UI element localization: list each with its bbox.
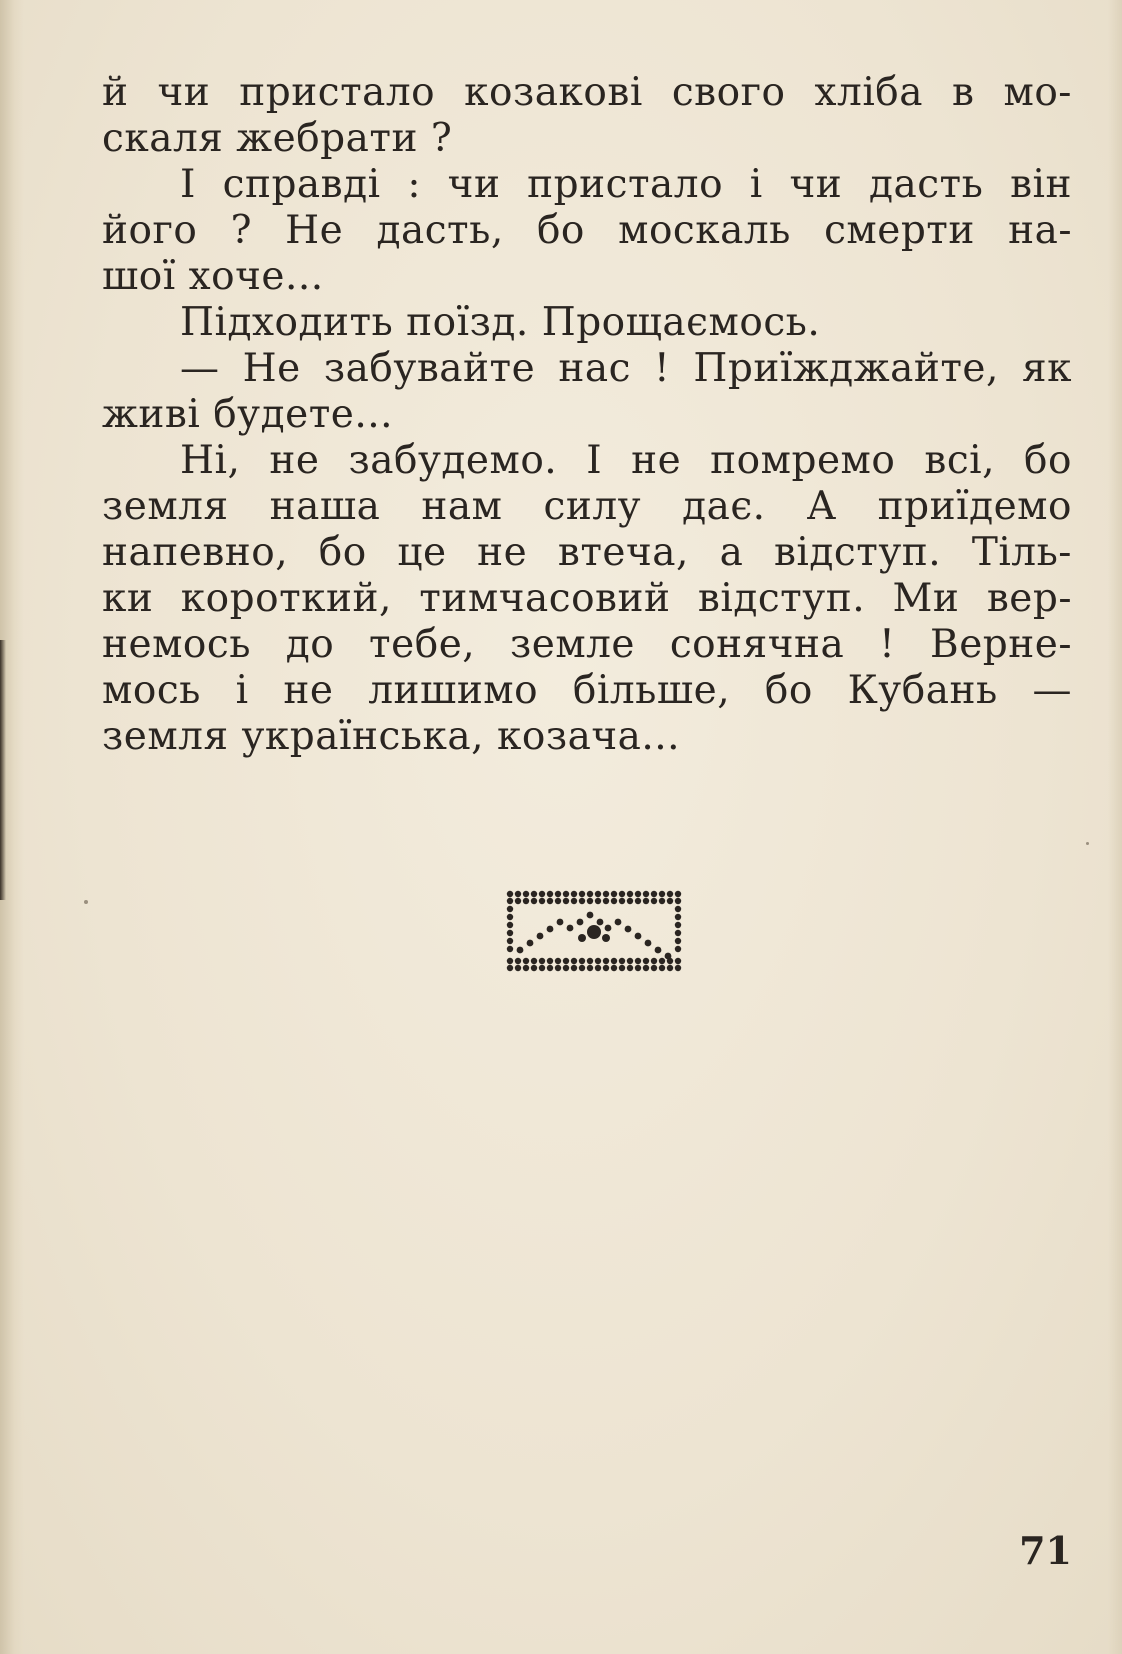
ornament-dot	[587, 891, 593, 897]
body-text	[102, 70, 1072, 760]
ornament-dot	[515, 898, 521, 904]
ornament-dot	[595, 898, 601, 904]
ornament-dot	[515, 891, 521, 897]
ornament-dot	[523, 891, 529, 897]
ornament-dot	[507, 938, 513, 944]
ornament-dot	[625, 926, 632, 933]
ornament-dot	[571, 965, 577, 971]
ornament-dot	[557, 919, 564, 926]
ornament-dot	[675, 906, 681, 912]
ornament-dot	[643, 965, 649, 971]
ornament-dot	[579, 965, 585, 971]
ornament-dot	[675, 898, 681, 904]
ornament-dot	[579, 958, 585, 964]
ornament-dot	[643, 958, 649, 964]
ornament-dot	[531, 965, 537, 971]
ornament-dot	[611, 965, 617, 971]
ornament-dot	[595, 965, 601, 971]
text-line: й чи пристало козакові свого хліба в мо-	[102, 70, 1072, 115]
ornament-dot	[547, 898, 553, 904]
ornament-dot	[597, 919, 604, 926]
text-line: Ні, не забудемо. І не помремо всі, бо	[180, 438, 1072, 483]
ornament-dot	[675, 914, 681, 920]
ornament-dot	[611, 898, 617, 904]
paper-speck	[1086, 842, 1089, 845]
ornament-dot	[655, 947, 662, 954]
ornament-dot	[627, 891, 633, 897]
ornament-dot	[515, 958, 521, 964]
ornament-dot	[603, 965, 609, 971]
ornament-dot	[539, 965, 545, 971]
ornament-dot	[659, 958, 665, 964]
dotted-envelope-ornament-icon	[504, 888, 684, 974]
ornament-dot	[537, 933, 544, 940]
ornament-dot	[615, 919, 622, 926]
ornament-dot	[507, 914, 513, 920]
ornament-dot	[555, 965, 561, 971]
ornament-dot	[523, 958, 529, 964]
ornament-dot	[507, 946, 513, 952]
ornament-dot	[547, 958, 553, 964]
ornament-dot	[587, 898, 593, 904]
ornament-dot	[547, 926, 554, 933]
ornament-dot	[507, 906, 513, 912]
ornament-dot	[507, 965, 513, 971]
ornament-dot	[619, 958, 625, 964]
ornament-dot	[605, 925, 612, 932]
ornament-dot	[659, 891, 665, 897]
ornament-dot	[675, 946, 681, 952]
ornament-dot	[667, 898, 673, 904]
ornament-dot	[555, 891, 561, 897]
ornament-dot	[563, 965, 569, 971]
ornament-dot	[659, 965, 665, 971]
paper-speck	[84, 900, 88, 904]
text-line: його ? Не дасть, бо москаль смерти на-	[102, 208, 1072, 253]
ornament-dot	[555, 958, 561, 964]
ornament-dot	[602, 934, 610, 942]
ornament-dot	[603, 898, 609, 904]
ornament-dot	[517, 947, 524, 954]
ornament-dot	[547, 891, 553, 897]
ornament-dot	[571, 891, 577, 897]
ornament-dot	[643, 891, 649, 897]
ornament-dot	[603, 891, 609, 897]
ornament-dot	[567, 925, 574, 932]
ornament-dot	[675, 922, 681, 928]
ornament-dot	[531, 958, 537, 964]
ornament-dot	[579, 891, 585, 897]
ornament-dot	[571, 898, 577, 904]
ornament-dot	[635, 958, 641, 964]
ornament-dot	[539, 958, 545, 964]
ornament-dot	[587, 958, 593, 964]
ornament-dot	[531, 898, 537, 904]
ornament-dot	[515, 965, 521, 971]
ornament-dot	[619, 898, 625, 904]
ornament-dot	[563, 891, 569, 897]
text-line: немось до тебе, земле сонячна ! Верне-	[102, 622, 1072, 667]
ornament-dot	[659, 898, 665, 904]
ornament-dot	[645, 940, 652, 947]
ornament-dot	[507, 930, 513, 936]
ornament-dot	[627, 898, 633, 904]
ornament-dot	[578, 934, 586, 942]
ornament-dot	[667, 891, 673, 897]
ornament-dot	[643, 898, 649, 904]
ornament-dot	[667, 965, 673, 971]
ornament-dot	[627, 965, 633, 971]
ornament-dot	[555, 898, 561, 904]
ornament-dot	[539, 898, 545, 904]
ornament-dot	[603, 958, 609, 964]
ornament-dot	[587, 912, 594, 919]
ornament-dot	[675, 958, 681, 964]
ornament-dot	[619, 965, 625, 971]
ornament-dot	[651, 898, 657, 904]
ornament-dot	[587, 925, 601, 939]
ornament-dot	[635, 965, 641, 971]
ornament-dot	[571, 958, 577, 964]
text-line: мось і не лишимо більше, бо Кубань —	[102, 668, 1072, 713]
ornament-dot	[563, 958, 569, 964]
ornament-dot	[651, 958, 657, 964]
ornament-dot	[577, 919, 584, 926]
text-line: Підходить поїзд. Прощаємось.	[180, 300, 821, 345]
text-line: земля українська, козача...	[102, 714, 681, 759]
ornament-dot	[627, 958, 633, 964]
ornament-dot	[539, 891, 545, 897]
ornament-dot	[675, 891, 681, 897]
ornament-dot	[665, 953, 672, 960]
ornament-dot	[675, 938, 681, 944]
ornament-dot	[651, 965, 657, 971]
text-line: земля наша нам силу дає. А приїдемо	[102, 484, 1072, 529]
ornament-dot	[507, 898, 513, 904]
text-line: — Не забувайте нас ! Приїжджайте, як	[180, 346, 1072, 391]
ornament-dot	[611, 958, 617, 964]
binding-mark	[0, 640, 6, 900]
text-line: живі будете...	[102, 392, 394, 437]
ornament-dot	[619, 891, 625, 897]
ornament-dot	[651, 891, 657, 897]
ornament-dot	[635, 933, 642, 940]
ornament-dot	[523, 965, 529, 971]
text-line: ки короткий, тимчасовий відступ. Ми вер-	[102, 576, 1072, 621]
ornament-dot	[507, 891, 513, 897]
ornament-dot	[523, 898, 529, 904]
page-right-shadow	[1108, 0, 1122, 1654]
ornament-dot	[675, 930, 681, 936]
text-line: І справді : чи пристало і чи дасть він	[180, 162, 1072, 207]
ornament-dot	[563, 898, 569, 904]
ornament-dot	[635, 898, 641, 904]
ornament-dot	[595, 958, 601, 964]
page-number: 71	[1019, 1528, 1072, 1573]
ornament-dot	[635, 891, 641, 897]
ornament-dot	[527, 940, 534, 947]
ornament-dot	[579, 898, 585, 904]
ornament-dot	[587, 965, 593, 971]
ornament-dot	[547, 965, 553, 971]
text-line: напевно, бо це не втеча, а відступ. Тіль-	[102, 530, 1072, 575]
text-line: скаля жебрати ?	[102, 116, 453, 161]
ornament-dot	[675, 965, 681, 971]
text-line: шої хоче...	[102, 254, 324, 299]
ornament-dot	[611, 891, 617, 897]
ornament-dot	[595, 891, 601, 897]
ornament-dot	[507, 958, 513, 964]
ornament-dot	[531, 891, 537, 897]
ornament-dot	[507, 922, 513, 928]
